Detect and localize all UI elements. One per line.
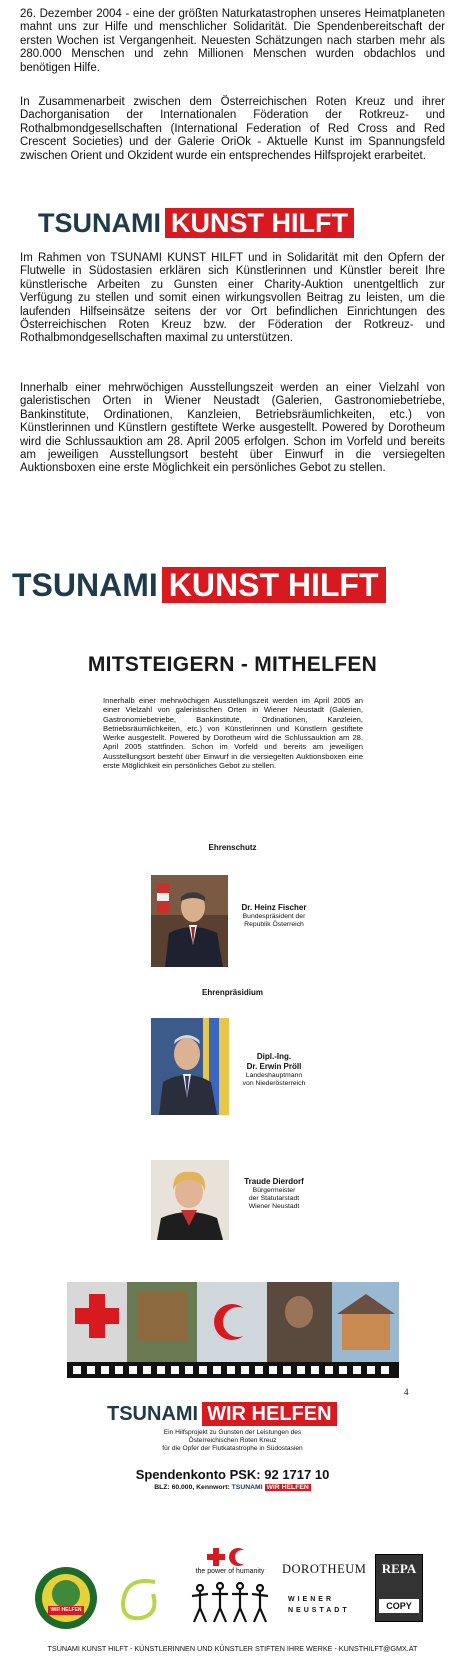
power-of-humanity-text: the power of humanity xyxy=(195,1568,265,1575)
body-paragraph-1: Im Rahmen von TSUNAMI KUNST HILFT und in Solidarität mit den Opfern der Flutwelle in Südostasien erklären sich Künstlerinnen und Künstler bereit Ihre künstlerische Arbeiten zu Gunsten einer Charity-Auktion unentgeltlich zur Verfügung zu stellen und somit einen wirkungsvollen Beitrag zu leisten, um die laufenden Hilfseinsätze seitens der vor Ort befindlichen Einrichtungen des Österreichischen Roten Kreuz bzw. der Föderation der Rotkreuz- und Rothalbmondgesellschaften maximal zu unterstützen. xyxy=(20,252,445,345)
portrait-traude-dierdorf xyxy=(151,1160,229,1240)
wiener-neustadt-logo xyxy=(288,1594,358,1616)
flyer-heading: MITSTEIGERN - MITHELFEN xyxy=(87,653,378,676)
subtitle-line: Österreichischen Roten Kreuz xyxy=(188,1437,277,1444)
ehrenschutz-label: Ehrenschutz xyxy=(208,843,257,852)
person-title: Dipl.-Ing. xyxy=(256,1052,292,1061)
tsunami-kunst-hilft-banner-large xyxy=(12,567,386,603)
neustadt-text: NEUSTADT xyxy=(288,1607,350,1614)
sponsor-logos xyxy=(20,1544,445,1639)
ehrenpraesidium-label: Ehrenpräsidium xyxy=(202,988,263,997)
wir-helfen-seal-logo xyxy=(34,1566,98,1630)
red-cross-logo xyxy=(180,1546,290,1636)
person-role-line: Bürgermeister xyxy=(252,1187,296,1194)
film-strip-collage xyxy=(67,1282,399,1378)
intro-paragraph-2: In Zusammenarbeit zwischen dem Österreichischen Roten Kreuz und ihrer Dachorganisation der Internationalen Föderation der Rotkreuz- und Rothalbmondgesellschaften (International Federation of Red Cross and Red Crescent Societies) und der Galerie OriOk - Aktuelle Kunst im Spannungsfeld zwischen Orient und Okzident wurde ein entsprechendes Hilfsprojekt erarbeitet. xyxy=(20,96,445,162)
person-role-line: der Statutarstadt xyxy=(248,1195,300,1202)
person-role-line: Republik Österreich xyxy=(244,921,304,928)
person-name: Traude Dierdorf xyxy=(244,1177,304,1186)
blz-tsunami: TSUNAMI xyxy=(231,1484,263,1491)
wiener-text: WIENER xyxy=(288,1596,334,1603)
swirl-logo xyxy=(115,1574,165,1624)
repa-copy-logo xyxy=(375,1554,423,1622)
tsunami-wir-helfen-banner xyxy=(107,1402,337,1426)
body-paragraph-2: Innerhalb einer mehrwöchigen Ausstellungszeit werden an einer Vielzahl von galeristischen Orten in Wiener Neustadt (Galerien, Gastronomiebetriebe, Bankinstitute, Ordinationen, Kanzleien, Betriebsräumlichkeiten, etc.) von Künstlerinnen und Künstlern gestiftete Werke ausgestellt. Powered by Dorotheum wird die Schlussauktion am 28. April 2005 erfolgen. Schon im Vorfeld und bereits am jeweiligen Ausstellungsort besteht über Einwurf in die versiegelten Auktionsboxen eine erste Möglichkeit ein persönliches Gebot zu stellen. xyxy=(20,382,445,475)
seal-text: WIR HELFEN xyxy=(50,1607,82,1613)
person-name: Dr. Erwin Pröll xyxy=(246,1062,302,1071)
banner-tsunami-word: TSUNAMI xyxy=(38,208,161,238)
portrait-erwin-proell xyxy=(151,1018,229,1115)
person-role-line: Landeshauptmann xyxy=(245,1072,303,1079)
dorotheum-logo: DOROTHEUM xyxy=(282,1562,367,1576)
blz-text: BLZ: 60.000, Kennwort: xyxy=(154,1484,230,1491)
person-role-line: von Niederösterreich xyxy=(242,1080,306,1087)
copy-text: COPY xyxy=(379,1599,419,1613)
person-name: Dr. Heinz Fischer xyxy=(241,903,307,912)
spendenkonto: Spendenkonto PSK: 92 1717 10 xyxy=(135,1467,330,1482)
page-number: 4 xyxy=(404,1387,409,1397)
banner-tsunami-word: TSUNAMI xyxy=(12,567,158,603)
banner-wir-helfen-word: WIR HELFEN xyxy=(202,1402,336,1426)
person-heinz-fischer xyxy=(234,903,314,929)
person-role-line: Wiener Neustadt xyxy=(248,1203,300,1210)
blz-line xyxy=(0,1484,465,1491)
person-role-line: Bundespräsident der xyxy=(242,913,306,920)
person-traude-dierdorf xyxy=(234,1177,314,1211)
subtitle-line: für die Opfer der Flutkatastrophe in Südostasien xyxy=(162,1445,303,1452)
portrait-heinz-fischer xyxy=(151,875,228,967)
footer-line: TSUNAMI KUNST HILFT - KÜNSTLERINNEN UND KÜNSTLER STIFTEN IHRE WERKE - KUNSTHILFT@GMX.AT xyxy=(47,1644,418,1653)
intro-paragraph-1: 26. Dezember 2004 - eine der größten Naturkatastrophen unseres Heimatplaneten mahnt uns zur Hilfe und menschlicher Solidarität. Die Spendenbereitschaft der ersten Wochen ist Vergangenheit. Neuesten Schätzungen nach starben mehr als 280.000 Menschen und zehn Millionen Menschen wurden obdachlos und benötigen Hilfe. xyxy=(20,8,445,74)
flyer-text: Innerhalb einer mehrwöchigen Ausstellungszeit werden im April 2005 an einer Vielzahl von galeristischen Orten in Wiener Neustadt (Galerien, Gastronomiebetriebe, Bankinstitute, Ordinationen, Kanzleien, Betriebsräumlichkeiten, etc.) von Künstlerinnen und Künstlern gestiftete Werke ausgestellt. Powered by Dorotheum wird die Schlussauktion am 28. April 2005 stattfinden. Schon im Vorfeld und bereits am jeweiligen Ausstellungsort besteht über Einwurf in die versiegelten Auktionsboxen eine erste Möglichkeit ein persönliches Gebot zu stellen. xyxy=(103,696,363,771)
banner-kunst-hilft-word: KUNST HILFT xyxy=(162,567,386,603)
banner-tsunami-word: TSUNAMI xyxy=(107,1403,199,1425)
subtitle-line: Ein Hilfsprojekt zu Gunsten der Leistungen des xyxy=(163,1429,302,1436)
tsunami-kunst-hilft-banner xyxy=(38,208,354,238)
banner-kunst-hilft-word: KUNST HILFT xyxy=(165,208,354,238)
blz-wir-helfen: WIR HELFEN xyxy=(266,1484,309,1491)
person-erwin-proell xyxy=(234,1052,314,1088)
wir-helfen-subtitle xyxy=(0,1429,465,1453)
repa-text: REPA xyxy=(381,1561,417,1576)
